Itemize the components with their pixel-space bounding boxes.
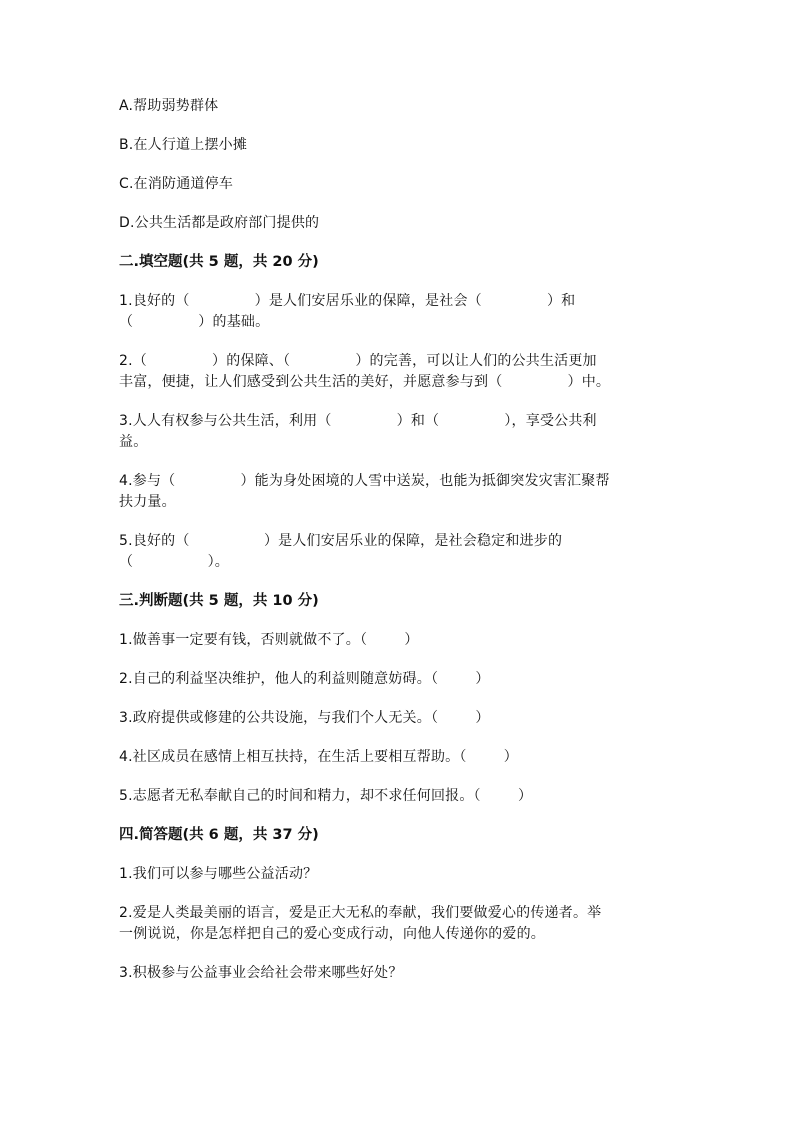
question-item	[119, 747, 679, 768]
question-item	[119, 708, 679, 729]
question-item	[119, 471, 679, 513]
question-item	[119, 963, 679, 984]
section-fill-blank	[119, 252, 679, 573]
question-item	[119, 864, 679, 885]
question-line: 1.我们可以参与哪些公益活动？	[119, 866, 318, 882]
question-line: 一例说说，你是怎样把自己的爱心变成行动，向他人传递你的爱的。	[119, 926, 545, 942]
question-line: 扶力量。	[119, 494, 176, 510]
question-line: 1.良好的（ ）是人们安居乐业的保障，是社会（ ）和	[119, 293, 576, 309]
question-line: 4.社区成员在感情上相互扶持，在生活上要相互帮助。（ ）	[119, 749, 518, 765]
question-item	[119, 630, 679, 651]
question-line: 丰富，便捷，让人们感受到公共生活的美好，并愿意参与到（ ）中。	[119, 374, 611, 390]
question-line: 3.政府提供或修建的公共设施，与我们个人无关。（ ）	[119, 710, 490, 726]
option-d: D.公共生活都是政府部门提供的	[119, 215, 320, 231]
question-line: 4.参与（ ）能为身处困境的人雪中送炭，也能为抵御突发灾害汇聚帮	[119, 473, 610, 489]
question-item	[119, 291, 679, 333]
question-line: （ ）。	[119, 554, 230, 570]
question-line: 益。	[119, 434, 148, 450]
question-line: 3.积极参与公益事业会给社会带来哪些好处？	[119, 965, 403, 981]
question-item	[119, 531, 679, 573]
question-item	[119, 669, 679, 690]
option-c: C.在消防通道停车	[119, 176, 234, 192]
question-item	[119, 786, 679, 807]
question-item	[119, 411, 679, 453]
question-line: 3.人人有权参与公共生活，利用（ ）和（ ），享受公共利	[119, 413, 597, 429]
question-item	[119, 351, 679, 393]
section-heading: 三.判断题(共 5 题，共 10 分)	[119, 593, 319, 609]
option-b: B.在人行道上摆小摊	[119, 137, 248, 153]
question-line: （ ）的基础。	[119, 314, 270, 330]
option-list	[119, 96, 679, 234]
question-item	[119, 903, 679, 945]
question-line: 2.爱是人类最美丽的语言，爱是正大无私的奉献，我们要做爱心的传递者。举	[119, 905, 602, 921]
option-a: A.帮助弱势群体	[119, 98, 219, 114]
question-line: 5.良好的（ ）是人们安居乐业的保障，是社会稳定和进步的	[119, 533, 563, 549]
section-heading: 二.填空题(共 5 题，共 20 分)	[119, 254, 319, 270]
question-line: 2.（ ）的保障、（ ）的完善，可以让人们的公共生活更加	[119, 353, 597, 369]
question-line: 5.志愿者无私奉献自己的时间和精力，却不求任何回报。（ ）	[119, 788, 533, 804]
section-true-false	[119, 591, 679, 807]
worksheet-page	[119, 96, 679, 1002]
question-line: 1.做善事一定要有钱，否则就做不了。（ ）	[119, 632, 419, 648]
question-line: 2.自己的利益坚决维护，他人的利益则随意妨碍。（ ）	[119, 671, 490, 687]
section-short-answer	[119, 825, 679, 984]
section-heading: 四.简答题(共 6 题，共 37 分)	[119, 827, 319, 843]
